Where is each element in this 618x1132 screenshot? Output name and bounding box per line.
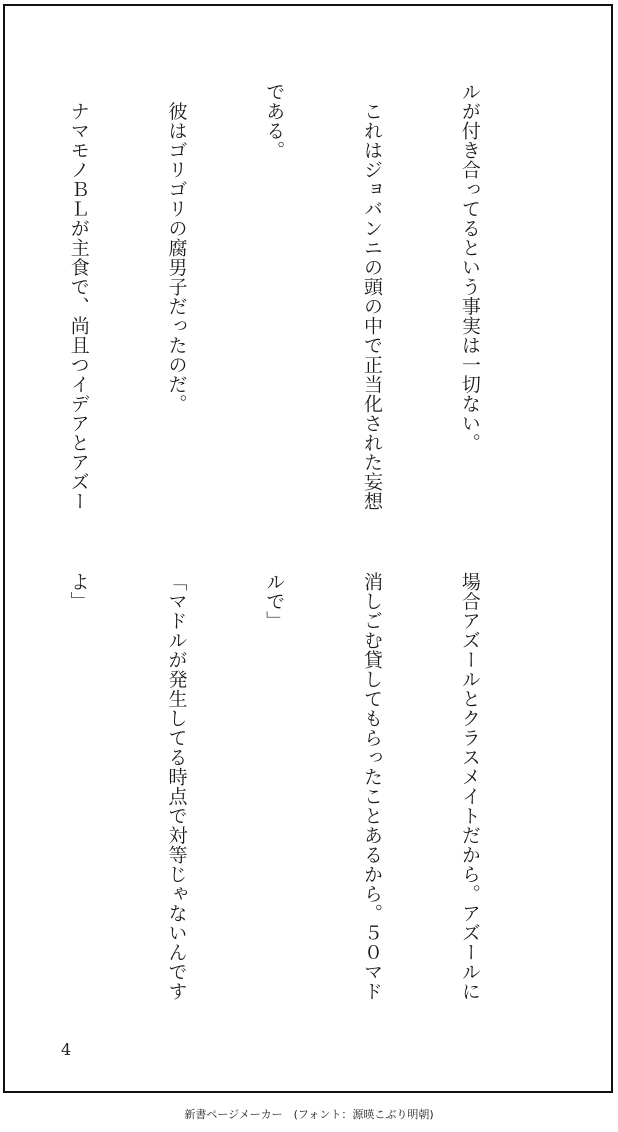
text-column: 「マドルが発生してる時点で対等じゃないんです (165, 572, 188, 1001)
page-number: 4 (61, 1040, 72, 1059)
text-column: ナマモノＢＬが主食で、尚且つイデアとアズー (67, 82, 90, 511)
text-column: これはジョバンニの頭の中で正当化された妄想 (361, 82, 384, 511)
text-block-bottom (0, 572, 551, 1012)
text-column: 場合アズールとクラスメイトだから。アズールに (458, 572, 481, 1001)
text-column: よ」 (67, 572, 90, 611)
text-block-top (0, 82, 551, 522)
text-column: 消しごむ貸してもらったことあるから。５０マド (361, 572, 384, 1001)
footer-caption: 新書ページメーカー (フォント：源暎こぶり明朝) (184, 1108, 434, 1121)
text-column: である。 (263, 82, 286, 160)
page-frame (3, 4, 613, 1093)
text-column: 彼はゴリゴリの腐男子だったのだ。 (165, 82, 188, 414)
text-column: ルで」 (263, 572, 286, 631)
text-column: ルが付き合ってるという事実は一切ない。 (458, 82, 481, 453)
